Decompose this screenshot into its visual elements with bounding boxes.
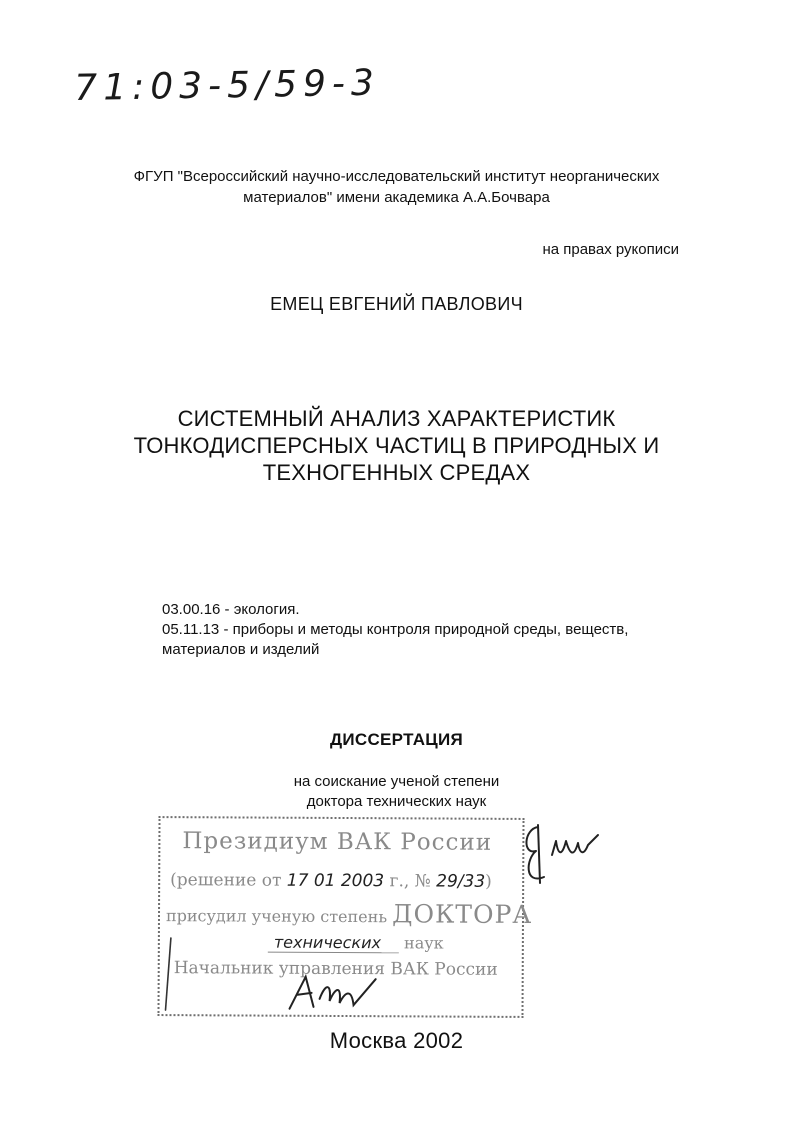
- specialty-line: материалов и изделий: [162, 641, 320, 658]
- stamp-decision-date: 17 01 2003: [286, 870, 385, 892]
- stamp-decision-number: 29/33: [436, 871, 486, 892]
- stamp-decision-number-prefix: г., №: [389, 871, 431, 892]
- stamp-award-degree: ДОКТОРА: [392, 899, 533, 930]
- document-type: ДИССЕРТАЦИЯ: [329, 730, 464, 749]
- stamp-field: [268, 933, 444, 953]
- approval-stamp: [157, 816, 533, 1018]
- pen-stroke-icon: [161, 934, 175, 1014]
- specialties: [162, 600, 628, 660]
- stamp-title: Президиум ВАК России: [182, 828, 493, 856]
- specialty-line: 05.11.13 - приборы и методы контроля природной среды, веществ,: [162, 621, 629, 638]
- specialty-line: 03.00.16 - экология.: [162, 601, 300, 618]
- organization-line: ФГУП "Всероссийский научно-исследовательский институт неорганических: [133, 168, 660, 185]
- city-year: Москва 2002: [329, 1028, 464, 1053]
- rights-notice: на правах рукописи: [542, 241, 679, 258]
- degree-line: доктора технических наук: [306, 793, 487, 810]
- dissertation-title: [0, 405, 793, 486]
- title-line: СИСТЕМНЫЙ АНАЛИЗ ХАРАКТЕРИСТИК: [177, 406, 616, 431]
- organization-line: материалов" имени академика А.А.Бочвара: [243, 189, 550, 206]
- stamp-decision-suffix: ): [485, 871, 492, 892]
- archive-number: 71:03-5/59-3: [74, 62, 381, 109]
- author-name: ЕМЕЦ ЕВГЕНИЙ ПАВЛОВИЧ: [270, 294, 523, 314]
- title-line: ТЕХНОГЕННЫХ СРЕДАХ: [262, 460, 531, 485]
- stamp-field-handwritten: технических: [268, 933, 399, 954]
- stamp-signature-icon: [279, 969, 389, 1020]
- stamp-award: [166, 898, 532, 929]
- degree-line: на соискание ученой степени: [293, 773, 500, 790]
- stamp-decision-prefix: (решение от: [170, 870, 282, 891]
- stamp-award-prefix: присудил ученую степень: [165, 906, 388, 927]
- title-line: ТОНКОДИСПЕРСНЫХ ЧАСТИЦ В ПРИРОДНЫХ И: [133, 433, 660, 458]
- organization: [0, 166, 793, 208]
- stamp-decision: [170, 870, 492, 892]
- degree: [0, 772, 793, 812]
- stamp-field-suffix: наук: [404, 933, 444, 953]
- author-signature-icon: [518, 815, 608, 895]
- stamp-head: Начальник управления ВАК России: [173, 958, 498, 980]
